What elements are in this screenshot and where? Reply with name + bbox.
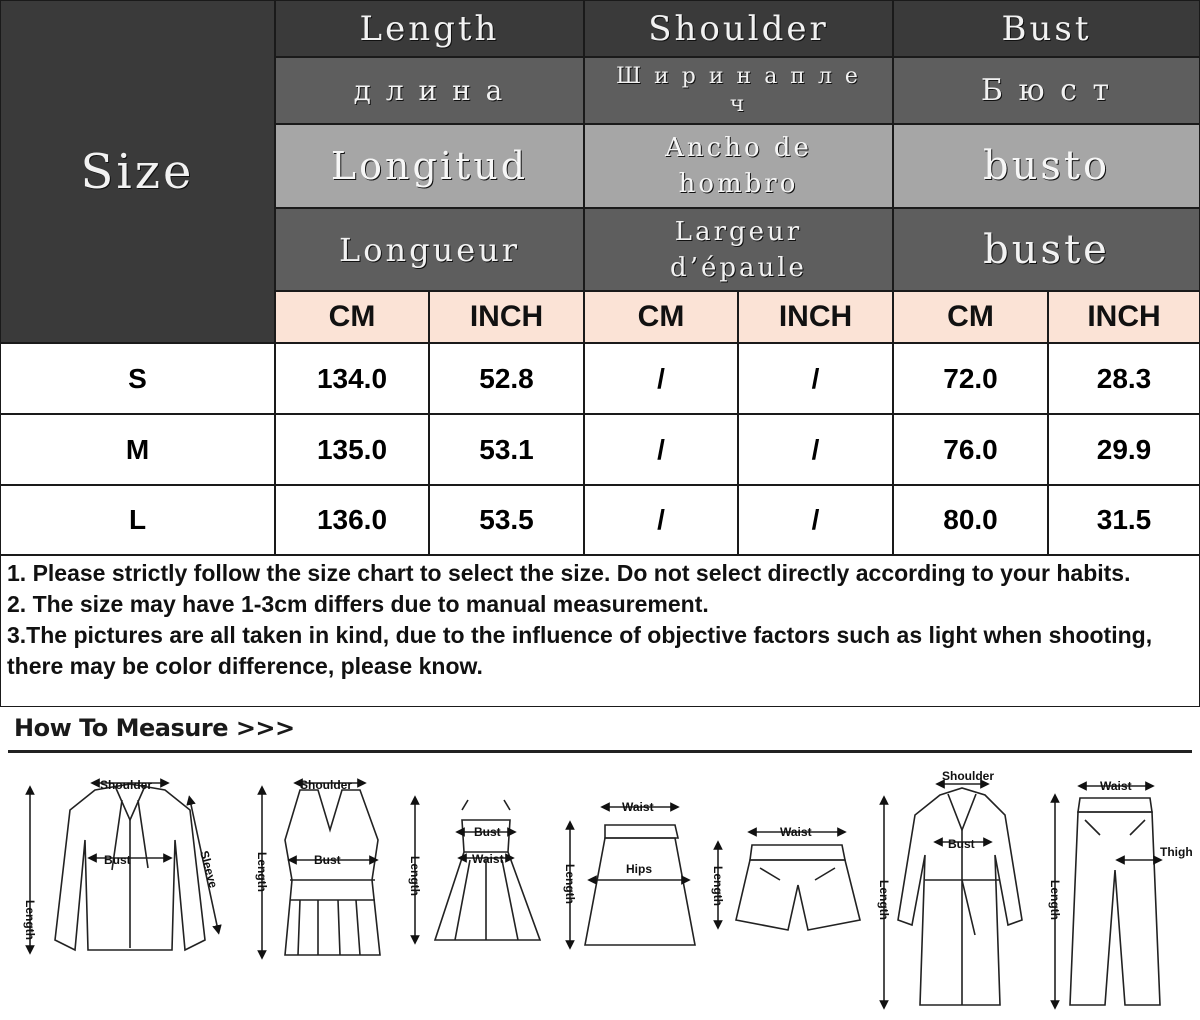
unit-bust-cm: CM — [893, 291, 1048, 343]
size-header-label: Size — [80, 143, 195, 200]
label-shoulder-1: Shoulder — [100, 778, 153, 792]
unit-bust-inch: INCH — [1048, 291, 1200, 343]
shoulder-header-fr: Largeur d’épaule — [584, 208, 893, 291]
unit-length-inch: INCH — [429, 291, 584, 343]
row-s-shoulder-cm: / — [584, 343, 738, 414]
pants-diagram — [1055, 786, 1160, 1005]
length-header-en: Length — [275, 0, 584, 57]
notes-block — [0, 555, 1200, 707]
label-waist-3: Waist — [472, 852, 504, 866]
label-bust-2: Bust — [314, 853, 341, 867]
note-3: 3.The pictures are all taken in kind, due to the influence of objective factors such as light when shooting, there may be color difference, please know. — [7, 622, 1153, 679]
label-thigh-7: Thigh — [1160, 845, 1193, 859]
coat-diagram — [884, 784, 1022, 1005]
label-bust-1: Bust — [104, 853, 131, 867]
dress-diagram — [415, 800, 540, 940]
garment-diagrams — [0, 760, 1200, 1020]
row-s-length-cm: 134.0 — [275, 343, 429, 414]
row-s-bust-inch: 28.3 — [1048, 343, 1200, 414]
row-s-length-inch: 52.8 — [429, 343, 584, 414]
note-2: 2. The size may have 1-3cm differs due to manual measurement. — [7, 591, 709, 617]
shoulder-header-ru: Ш и р и н а п л е ч — [584, 57, 893, 124]
how-to-measure-title: How To Measure >>> — [14, 714, 295, 742]
row-m-length-cm: 135.0 — [275, 414, 429, 485]
shoulder-header-es: Ancho de hombro — [584, 124, 893, 208]
bust-header-es: busto — [893, 124, 1200, 208]
length-header-fr: Longueur — [275, 208, 584, 291]
label-length-7: Length — [1048, 880, 1062, 920]
row-m-length-inch: 53.1 — [429, 414, 584, 485]
label-shoulder-2: Shoulder — [300, 778, 353, 792]
label-length-5: Length — [711, 866, 725, 906]
row-m-shoulder-cm: / — [584, 414, 738, 485]
row-m-bust-cm: 76.0 — [893, 414, 1048, 485]
label-waist-4: Waist — [622, 800, 654, 814]
row-l-bust-inch: 31.5 — [1048, 485, 1200, 555]
unit-length-cm: CM — [275, 291, 429, 343]
row-m-size: M — [0, 414, 275, 485]
label-shoulder-6: Shoulder — [942, 769, 995, 783]
row-l-length-cm: 136.0 — [275, 485, 429, 555]
unit-shoulder-cm: CM — [584, 291, 738, 343]
row-l-size: L — [0, 485, 275, 555]
bust-header-ru: Б ю с т — [893, 57, 1200, 124]
label-length-1: Length — [23, 900, 37, 940]
shoulder-header-en: Shoulder — [584, 0, 893, 57]
label-bust-3: Bust — [474, 825, 501, 839]
label-bust-6: Bust — [948, 837, 975, 851]
row-l-length-inch: 53.5 — [429, 485, 584, 555]
bust-header-en: Bust — [893, 0, 1200, 57]
tank-top-diagram — [262, 783, 380, 955]
label-length-2: Length — [255, 852, 269, 892]
skirt-diagram — [570, 807, 695, 945]
row-l-shoulder-cm: / — [584, 485, 738, 555]
length-header-ru: д л и н а — [275, 57, 584, 124]
bust-header-fr: buste — [893, 208, 1200, 291]
label-sleeve-1: Sleeve — [197, 849, 221, 890]
label-length-4: Length — [563, 864, 577, 904]
label-hips-4: Hips — [626, 862, 653, 876]
section-divider — [8, 750, 1192, 753]
label-length-3: Length — [408, 856, 422, 896]
row-s-shoulder-inch: / — [738, 343, 893, 414]
length-header-es: Longitud — [275, 124, 584, 208]
size-header-cell — [0, 0, 275, 343]
row-l-shoulder-inch: / — [738, 485, 893, 555]
label-length-6: Length — [877, 880, 891, 920]
row-l-bust-cm: 80.0 — [893, 485, 1048, 555]
label-waist-7: Waist — [1100, 779, 1132, 793]
row-s-bust-cm: 72.0 — [893, 343, 1048, 414]
row-m-bust-inch: 29.9 — [1048, 414, 1200, 485]
shorts-diagram — [718, 832, 860, 930]
unit-shoulder-inch: INCH — [738, 291, 893, 343]
note-1: 1. Please strictly follow the size chart to select the size. Do not select directly according to your habits. — [7, 560, 1131, 586]
row-m-shoulder-inch: / — [738, 414, 893, 485]
row-s-size: S — [0, 343, 275, 414]
label-waist-5: Waist — [780, 825, 812, 839]
